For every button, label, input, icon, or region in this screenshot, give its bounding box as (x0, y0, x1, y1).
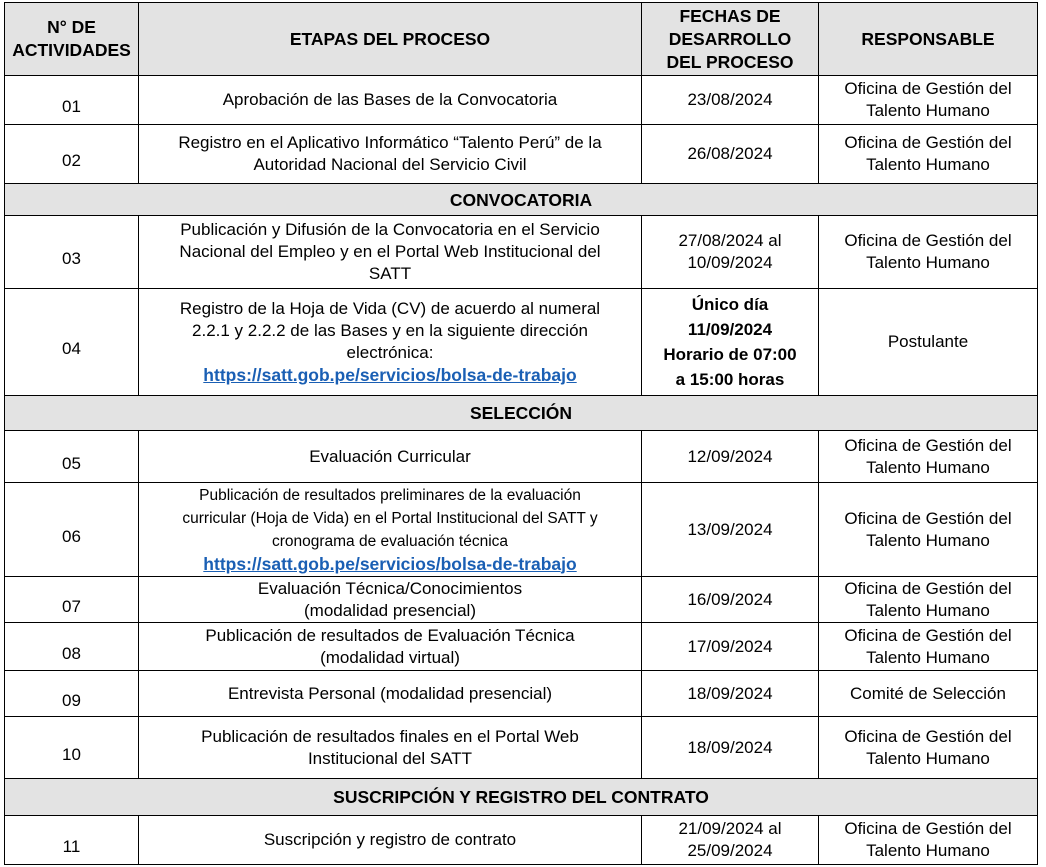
process-date: 18/09/2024 (642, 671, 819, 717)
responsible: Postulante (819, 289, 1038, 396)
process-stage: Aprobación de las Bases de la Convocatoria (139, 76, 642, 125)
table-row (5, 216, 1038, 289)
table-header (5, 3, 1038, 76)
process-date: 16/09/2024 (642, 577, 819, 623)
activity-number: 11 (5, 816, 139, 865)
table-row (5, 623, 1038, 671)
table-row (5, 671, 1038, 717)
table-row (5, 431, 1038, 483)
process-stage: Evaluación Técnica/Conocimientos (modalidad presencial) (139, 577, 642, 623)
header-process-stages: ETAPAS DEL PROCESO (139, 3, 642, 76)
process-date: Único día 11/09/2024 Horario de 07:00 a 15:00 horas (642, 289, 819, 396)
responsible: Oficina de Gestión del Talento Humano (819, 623, 1038, 671)
activity-number: 07 (5, 577, 139, 623)
section-row (5, 396, 1038, 431)
activity-number: 09 (5, 671, 139, 717)
activity-number: 03 (5, 216, 139, 289)
job-portal-link[interactable]: https://satt.gob.pe/servicios/bolsa-de-trabajo (203, 365, 577, 385)
process-date: 17/09/2024 (642, 623, 819, 671)
process-stage: Publicación de resultados de Evaluación Técnica (modalidad virtual) (139, 623, 642, 671)
section-title: SUSCRIPCIÓN Y REGISTRO DEL CONTRATO (5, 779, 1038, 816)
process-stage: Registro en el Aplicativo Informático “Talento Perú” de la Autoridad Nacional del Servicio Civil (139, 125, 642, 184)
process-stage: Entrevista Personal (modalidad presencial) (139, 671, 642, 717)
process-date: 21/09/2024 al 25/09/2024 (642, 816, 819, 865)
process-date: 23/08/2024 (642, 76, 819, 125)
header-responsible: RESPONSABLE (819, 3, 1038, 76)
activity-number: 01 (5, 76, 139, 125)
activity-number: 06 (5, 483, 139, 577)
process-date: 13/09/2024 (642, 483, 819, 577)
process-stage: Evaluación Curricular (139, 431, 642, 483)
header-process-dates: FECHAS DE DESARROLLO DEL PROCESO (642, 3, 819, 76)
section-title: SELECCIÓN (5, 396, 1038, 431)
responsible: Oficina de Gestión del Talento Humano (819, 125, 1038, 184)
responsible: Oficina de Gestión del Talento Humano (819, 483, 1038, 577)
process-stage: Suscripción y registro de contrato (139, 816, 642, 865)
process-date: 27/08/2024 al 10/09/2024 (642, 216, 819, 289)
table-row (5, 717, 1038, 779)
section-row (5, 779, 1038, 816)
process-date: 12/09/2024 (642, 431, 819, 483)
activity-number: 08 (5, 623, 139, 671)
table-row (5, 816, 1038, 865)
header-activity-number: N° DE ACTIVIDADES (5, 3, 139, 76)
table-row (5, 577, 1038, 623)
schedule-table (4, 2, 1038, 865)
responsible: Comité de Selección (819, 671, 1038, 717)
responsible: Oficina de Gestión del Talento Humano (819, 431, 1038, 483)
responsible: Oficina de Gestión del Talento Humano (819, 816, 1038, 865)
activity-number: 02 (5, 125, 139, 184)
process-stage: Publicación de resultados finales en el Portal Web Institucional del SATT (139, 717, 642, 779)
process-stage: Registro de la Hoja de Vida (CV) de acuerdo al numeral 2.2.1 y 2.2.2 de las Bases y en la siguiente dirección electrónica: https://satt.gob.pe/servicios/bolsa-de-trabajo (139, 289, 642, 396)
activity-number: 05 (5, 431, 139, 483)
responsible: Oficina de Gestión del Talento Humano (819, 216, 1038, 289)
job-portal-link[interactable]: https://satt.gob.pe/servicios/bolsa-de-trabajo (203, 553, 577, 574)
section-row (5, 184, 1038, 216)
process-stage: Publicación y Difusión de la Convocatoria en el Servicio Nacional del Empleo y en el Portal Web Institucional del SATT (139, 216, 642, 289)
table-row (5, 483, 1038, 577)
process-stage: Publicación de resultados preliminares de la evaluación curricular (Hoja de Vida) en el Portal Institucional del SATT y cronograma de evaluación técnica https://satt.gob.pe/servicios/bolsa-de-trabajo (139, 483, 642, 577)
responsible: Oficina de Gestión del Talento Humano (819, 717, 1038, 779)
activity-number: 10 (5, 717, 139, 779)
table-row (5, 289, 1038, 396)
table-row (5, 125, 1038, 184)
section-title: CONVOCATORIA (5, 184, 1038, 216)
responsible: Oficina de Gestión del Talento Humano (819, 76, 1038, 125)
process-date: 26/08/2024 (642, 125, 819, 184)
responsible: Oficina de Gestión del Talento Humano (819, 577, 1038, 623)
activity-number: 04 (5, 289, 139, 396)
process-date: 18/09/2024 (642, 717, 819, 779)
table-row (5, 76, 1038, 125)
